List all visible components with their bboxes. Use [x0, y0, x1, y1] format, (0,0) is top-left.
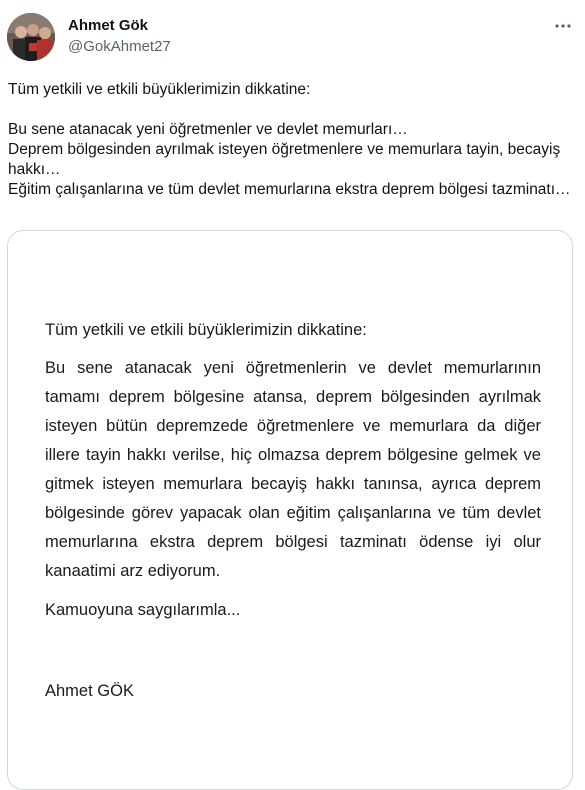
tweet-text-line: Tüm yetkili ve etkili büyüklerimizin dikkatine:: [8, 81, 311, 98]
letter-greeting: Tüm yetkili ve etkili büyüklerimizin dikkatine:: [45, 321, 367, 339]
more-options-button[interactable]: [550, 16, 576, 36]
author-avatar[interactable]: [7, 13, 55, 61]
avatar-photo-image: [7, 13, 55, 61]
tweet-text-line: Bu sene atanacak yeni öğretmenler ve devlet memurları…: [8, 121, 408, 138]
tweet-text: [8, 80, 578, 200]
attached-image[interactable]: [7, 230, 573, 790]
paragraph-gap: [8, 100, 578, 120]
letter-closing: Kamuoyuna saygılarımla...: [45, 601, 241, 619]
tweet-text-line: Eğitim çalışanlarına ve tüm devlet memurlarına ekstra deprem bölgesi tazminatı…: [8, 181, 571, 198]
tweet-text-line: Deprem bölgesinden ayrılmak isteyen öğretmenlere ve memurlara tayin, becayiş hakkı…: [8, 141, 561, 178]
letter-document: [45, 316, 541, 706]
letter-signature: Ahmet GÖK: [45, 682, 134, 700]
more-horizontal-icon: [554, 23, 572, 29]
author-handle[interactable]: @GokAhmet27: [68, 38, 171, 55]
letter-body: Bu sene atanacak yeni öğretmenlerin ve devlet memurlarının tamamı deprem bölgesine atansa, deprem bölgesinden ayrılmak isteyen bütün depremzede öğretmenlere ve memurlara da diğer illere tayin hakkı verilse, hiç olmazsa deprem bölgesine gelmek ve gitmek isteyen memurlara becayiş hakkı tanınsa, ayrıca deprem bölgesinde görev yapacak olan eğitim çalışanlarına ve tüm devlet memurlarına ekstra deprem bölgesi tazminatı ödense iyi olur kanaatimi arz ediyorum.: [45, 359, 541, 580]
author-name[interactable]: Ahmet Gök: [68, 17, 149, 34]
